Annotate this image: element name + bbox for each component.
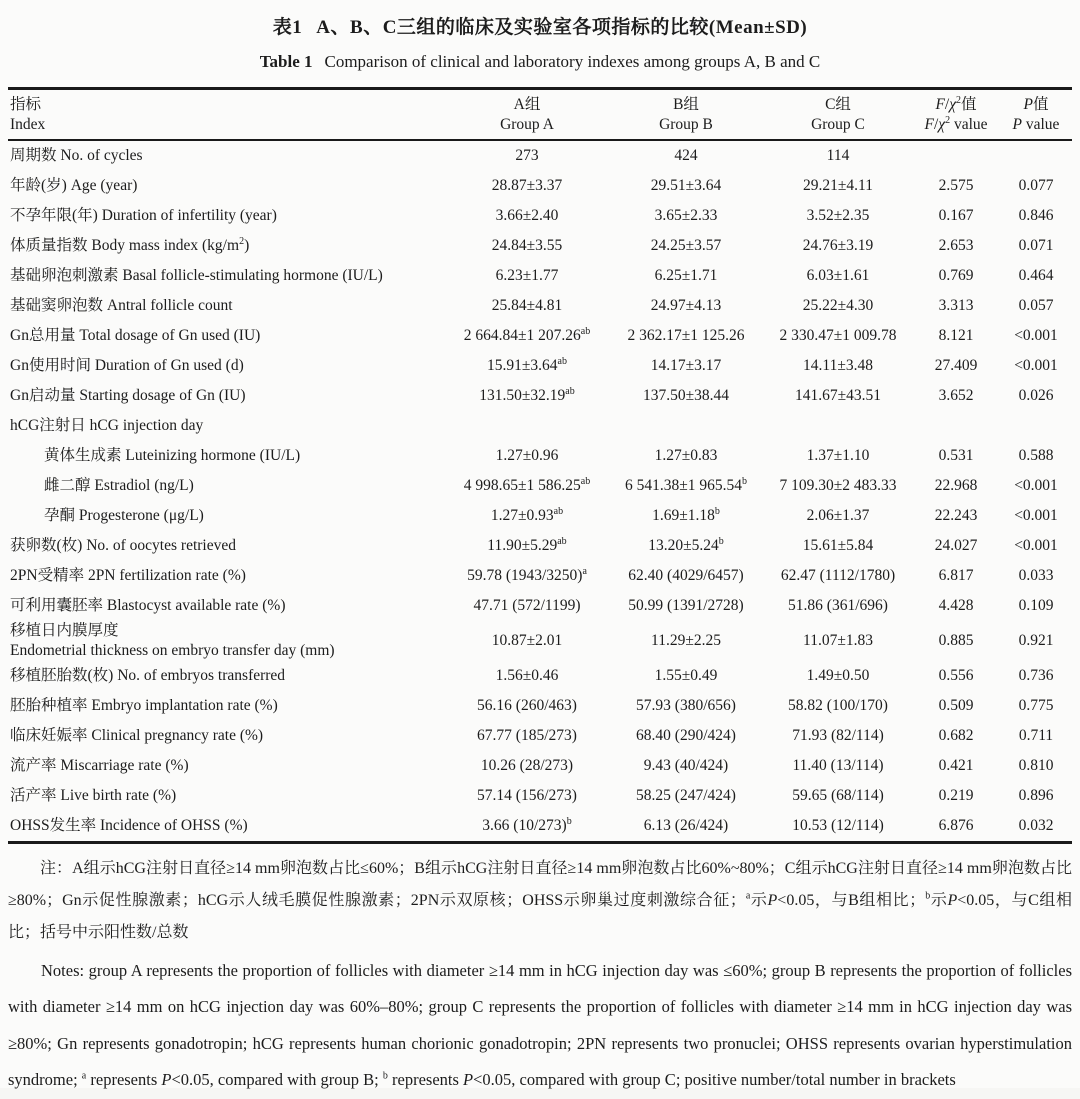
cell-p-value: 0.736 [1018,666,1054,684]
table-row [8,531,1072,561]
cell-group-a: 1.27±0.96 [495,446,559,464]
table-row [8,751,1072,781]
cell-p-value: <0.001 [1014,476,1058,494]
cell-group-a: 25.84±4.81 [491,296,563,314]
cell-label: 年龄(岁) Age (year) [10,176,138,194]
cell-group-b: 57.93 (380/656) [636,696,736,714]
cell-group-b: 50.99 (1391/2728) [628,596,744,614]
cell-f-value: 6.876 [938,816,974,834]
cell-group-a: 6.23±1.77 [495,266,559,284]
cell-group-b: 3.65±2.33 [654,206,718,224]
table-row [8,411,1072,441]
cell-label: 移植胚胎数(枚) No. of embryos transferred [10,666,286,684]
cell-group-b: 14.17±3.17 [650,356,722,374]
cell-group-c: 11.07±1.83 [803,631,873,649]
cell-group-a: 4 998.65±1 586.25$^{ab}$ [463,475,591,494]
table-row [8,621,1072,661]
cell-group-a: 56.16 (260/463) [477,696,577,714]
cell-f-value: 22.968 [934,476,978,494]
cell-group-c: 2 330.47±1 009.78 [779,326,897,344]
table-row [8,811,1072,843]
cell-p-value: 0.109 [1018,596,1054,614]
cell-label: Gn总用量 Total dosage of Gn used (IU) [10,326,261,344]
cell-p-value [1000,411,1072,441]
cell-group-a: 57.14 (156/273) [477,786,577,804]
cell-label: 基础窦卵泡数 Antral follicle count [10,296,233,314]
table-title-zh-label: 表1 [272,17,303,38]
cell-p-value: <0.001 [1014,506,1058,524]
cell-p-value: <0.001 [1014,326,1058,344]
cell-group-c: 24.76±3.19 [802,236,874,254]
cell-group-b: 58.25 (247/424) [636,786,736,804]
cell-label: 活产率 Live birth rate (%) [10,786,177,804]
cell-group-a: 1.27±0.93$^{ab}$ [490,505,564,524]
table-body [8,140,1072,843]
cell-group-b: 24.25±3.57 [650,236,722,254]
cell-label: 体质量指数 Body mass index $(kg/m^2)$ [10,235,250,254]
cell-group-a: 10.26 (28/273) [480,756,574,774]
cell-f-value: 0.531 [938,446,974,464]
cell-group-c: 10.53 (12/114) [792,816,884,834]
table-row [8,781,1072,811]
cell-group-a: 131.50±32.19$^{ab}$ [479,385,575,404]
cell-label: 移植日内膜厚度 Endometrial thickness on embryo transfer day (mm) [10,621,335,659]
table-row [8,471,1072,501]
cell-label: 不孕年限(年) Duration of infertility (year) [10,206,277,224]
cell-p-value: 0.032 [1018,816,1054,834]
cell-group-c: 2.06±1.37 [806,506,870,524]
cell-label: 获卵数(枚) No. of oocytes retrieved [10,536,236,554]
cell-f-value: 6.817 [938,566,974,584]
cell-p-value: 0.464 [1018,266,1054,284]
cell-group-a: 2 664.84±1 207.26$^{ab}$ [463,325,591,344]
cell-group-c: 59.65 (68/114) [792,786,884,804]
table-row [8,351,1072,381]
notes-section [8,853,1072,1099]
cell-f-value [912,411,1000,441]
cell-group-b: 11.29±2.25 [651,631,721,649]
cell-group-c [764,411,912,441]
table-row [8,441,1072,471]
cell-f-value: 22.243 [934,506,978,524]
cell-group-a: 28.87±3.37 [491,176,563,194]
cell-group-c: 15.61±5.84 [802,536,874,554]
header-group-b: B组 Group B [659,96,713,133]
cell-f-value: 4.428 [938,596,974,614]
cell-f-value: 0.421 [938,756,974,774]
cell-p-value: 0.775 [1018,696,1054,714]
cell-group-a: 3.66±2.40 [495,206,559,224]
cell-f-value: 2.653 [938,236,974,254]
cell-group-a: 24.84±3.55 [491,236,563,254]
cell-f-value: 0.167 [938,206,974,224]
cell-group-c: 114 [826,146,850,164]
table-title-zh-text: A、B、C三组的临床及实验室各项指标的比较(Mean±SD) [316,17,808,38]
cell-f-value: 0.556 [938,666,974,684]
note-en: Notes: group A represents the proportion of follicles with diameter ≥14 mm in hCG injection day was ≤60%; group B represents the proportion of follicles with diameter ≥14 mm on hCG injection day was 60%–80%; group C represents the proportion of follicles with diameter ≥14 mm in hCG injection day was ≥80%; Gn represents gonadotropin; hCG represents human chorionic gonadotropin; 2PN represents two pronuclei; OHSS represents ovarian hyperstimulation syndrome; $^a$ represents P<0.05, compared with group B; $^b$ represents P<0.05, compared with group C; positive number/total number in brackets [8,960,1072,1090]
cell-label: Gn使用时间 Duration of Gn used (d) [10,356,244,374]
cell-p-value: 0.588 [1018,446,1054,464]
header-p-value: P值 P value [1012,96,1060,133]
table-row [8,201,1072,231]
cell-group-b: 13.20±5.24$^b$ [648,535,724,554]
cell-f-value [912,140,1000,171]
cell-p-value: 0.077 [1018,176,1054,194]
cell-label: 基础卵泡刺激素 Basal follicle-stimulating hormone (IU/L) [10,266,383,284]
cell-group-a: 47.71 (572/1199) [473,596,581,614]
cell-group-b: 29.51±3.64 [650,176,722,194]
table-row [8,171,1072,201]
cell-label: OHSS发生率 Incidence of OHSS (%) [10,816,248,834]
cell-group-b: 137.50±38.44 [642,386,729,404]
cell-label: hCG注射日 hCG injection day [10,416,204,434]
cell-label: 孕酮 Progesterone (μg/L) [44,506,204,524]
table-row [8,501,1072,531]
table-row [8,140,1072,171]
cell-p-value: 0.846 [1018,206,1054,224]
comparison-table [8,87,1072,844]
cell-f-value: 24.027 [934,536,978,554]
cell-label: Gn启动量 Starting dosage of Gn (IU) [10,386,246,404]
table-header [8,89,1072,140]
cell-group-a: 10.87±2.01 [491,631,563,649]
cell-f-value: 2.575 [938,176,974,194]
cell-group-b: 1.55±0.49 [654,666,718,684]
table-row [8,321,1072,351]
cell-group-b: 6.13 (26/424) [643,816,729,834]
cell-group-c: 7 109.30±2 483.33 [779,476,897,494]
cell-f-value: 0.682 [938,726,974,744]
cell-p-value: <0.001 [1014,536,1058,554]
cell-group-a: 67.77 (185/273) [477,726,577,744]
cell-group-c: 71.93 (82/114) [792,726,884,744]
header-group-c: C组 Group C [811,96,865,133]
cell-group-c: 25.22±4.30 [802,296,874,314]
cell-group-b: 9.43 (40/424) [643,756,729,774]
cell-group-c: 58.82 (100/170) [788,696,888,714]
cell-p-value: 0.896 [1018,786,1054,804]
cell-label: 周期数 No. of cycles [10,146,143,164]
cell-group-b: 1.69±1.18$^b$ [652,505,720,524]
table-row [8,261,1072,291]
cell-label: 可利用囊胚率 Blastocyst available rate (%) [10,596,286,614]
cell-p-value: 0.921 [1018,631,1054,649]
cell-f-value: 3.313 [938,296,974,314]
cell-group-b: 6.25±1.71 [654,266,718,284]
cell-group-b: 62.40 (4029/6457) [628,566,744,584]
header-f-value: $F/\chi^2$值 $F/\chi^2$ value [924,94,988,133]
cell-group-a: 59.78 $(1943/3250)^a$ [467,565,587,584]
table-title-en-text: Comparison of clinical and laboratory indexes among groups A, B and C [324,52,821,71]
cell-label: 2PN受精率 2PN fertilization rate (%) [10,566,246,584]
cell-p-value: <0.001 [1014,356,1058,374]
cell-p-value: 0.057 [1018,296,1054,314]
cell-label: 黄体生成素 Luteinizing hormone (IU/L) [44,446,301,464]
cell-p-value: 0.033 [1018,566,1054,584]
cell-group-c: 3.52±2.35 [806,206,870,224]
cell-f-value: 0.769 [938,266,974,284]
cell-label: 雌二醇 Estradiol (ng/L) [44,476,194,494]
cell-group-c: 141.67±43.51 [794,386,881,404]
cell-group-a: 15.91±3.64$^{ab}$ [487,355,567,374]
cell-group-c: 11.40 (13/114) [792,756,884,774]
cell-f-value: 0.219 [938,786,974,804]
cell-group-a [446,411,608,441]
cell-group-a: 1.56±0.46 [495,666,559,684]
table-row [8,381,1072,411]
note-zh: 注：A组示hCG注射日直径≥14 mm卵泡数占比≤60%；B组示hCG注射日直径≥14 mm卵泡数占比60%~80%；C组示hCG注射日直径≥14 mm卵泡数占比≥80%；Gn示促性腺激素；hCG示人绒毛膜促性腺激素；2PN示双原核；OHSS示卵巢过度刺激综合征；$^a$示P<0.05，与B组相比；$^b$示P<0.05，与C组相比；括号中示阳性数/总数 [8,859,1072,941]
cell-label: 流产率 Miscarriage rate (%) [10,756,189,774]
table-row [8,291,1072,321]
cell-group-c: 1.37±1.10 [806,446,870,464]
cell-p-value: 0.026 [1018,386,1054,404]
cell-group-b: 24.97±4.13 [650,296,722,314]
cell-group-a: 273 [515,146,539,164]
table-title-en-label: Table 1 [259,52,313,71]
cell-label: 临床妊娠率 Clinical pregnancy rate (%) [10,726,264,744]
cell-group-a: 3.66 $(10/273)^b$ [482,815,572,834]
cell-p-value: 0.711 [1018,726,1054,744]
cell-f-value: 27.409 [934,356,978,374]
cell-f-value: 0.885 [938,631,974,649]
cell-group-b [608,411,764,441]
table-row [8,231,1072,261]
cell-group-b: 68.40 (290/424) [636,726,736,744]
cell-f-value: 3.652 [938,386,974,404]
cell-group-b: 1.27±0.83 [654,446,718,464]
cell-p-value: 0.071 [1018,236,1054,254]
header-index: 指标 Index [10,96,46,133]
table-title-en [8,52,1072,72]
cell-p-value: 0.810 [1018,756,1054,774]
cell-f-value: 8.121 [938,326,974,344]
cell-group-a: 11.90±5.29$^{ab}$ [487,535,567,554]
cell-group-b: 424 [674,146,698,164]
header-group-a: A组 Group A [500,96,554,133]
cell-f-value: 0.509 [938,696,974,714]
cell-group-c: 14.11±3.48 [803,356,873,374]
cell-label: 胚胎种植率 Embryo implantation rate (%) [10,696,278,714]
header-row [8,89,1072,140]
table-row [8,561,1072,591]
table-row [8,721,1072,751]
cell-group-c: 62.47 (1112/1780) [780,566,896,584]
table-row [8,661,1072,691]
cell-group-b: 2 362.17±1 125.26 [627,326,745,344]
cell-group-c: 51.86 (361/696) [788,596,888,614]
table-row [8,591,1072,621]
cell-group-c: 29.21±4.11 [803,176,873,194]
cell-group-c: 6.03±1.61 [806,266,870,284]
cell-group-c: 1.49±0.50 [806,666,870,684]
table-title-zh [8,12,1072,39]
cell-p-value [1000,140,1072,171]
cell-group-b: 6 541.38±1 965.54$^b$ [624,475,747,494]
table-row [8,691,1072,721]
